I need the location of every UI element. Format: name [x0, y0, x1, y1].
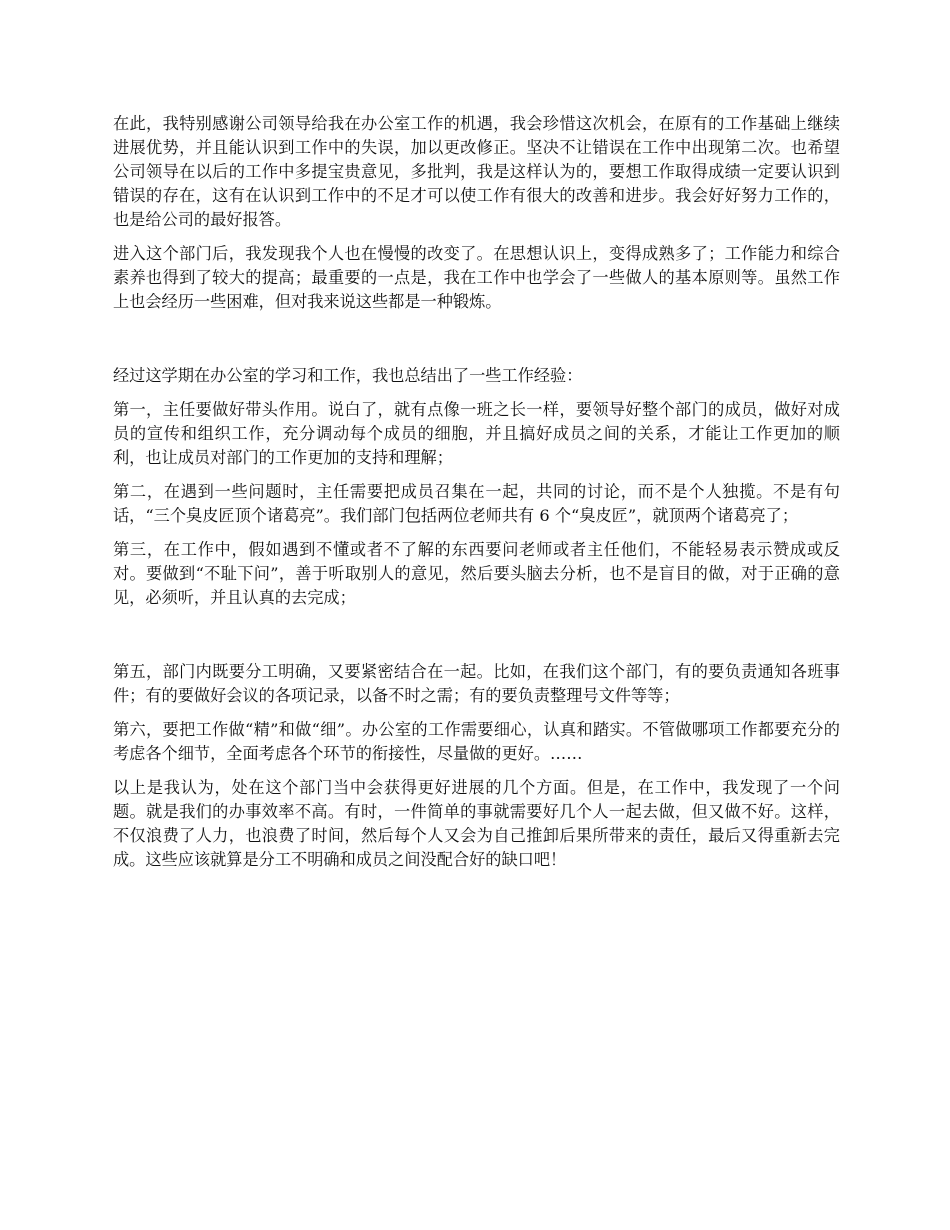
paragraph-spacer — [113, 470, 840, 480]
paragraph-gratitude: 在此，我特别感谢公司领导给我在办公室工作的机遇，我会珍惜这次机会，在原有的工作基础上继续进展优势，并且能认识到工作中的失误，加以更改修正。坚决不让错误在工作中出现第二次。也希望公司领导在以后的工作中多提宝贵意见，多批判，我是这样认为的，要想工作取得成绩一定要认识到错误的存在，这有在认识到工作中的不足才可以使工作有很大的改善和进步。我会好好努力工作的，也是给公司的最好报答。 — [113, 114, 840, 229]
paragraph-point-six: 第六，要把工作做“精”和做“细”。办公室的工作需要细心，认真和踏实。不管做哪项工作都要充分的考虑各个细节，全面考虑各个环节的衔接性，尽量做的更好。…… — [113, 720, 840, 763]
paragraph-point-three: 第三，在工作中，假如遇到不懂或者不了解的东西要问老师或者主任他们，不能轻易表示赞成或反对。要做到“不耻下问”，善于听取别人的意见，然后要头脑去分析，也不是盲目的做，对于正确的意见，必须听，并且认真的去完成； — [113, 540, 840, 607]
document-body — [113, 112, 840, 872]
paragraph-point-two: 第二，在遇到一些问题时，主任需要把成员召集在一起，共同的讨论，而不是个人独揽。不是有句话，“三个臭皮匠顶个诸葛亮”。我们部门包括两位老师共有 6 个“臭皮匠”，就顶两个诸葛亮了； — [113, 482, 840, 525]
paragraph-spacer — [113, 528, 840, 538]
section-spacer — [113, 314, 840, 364]
paragraph-spacer — [113, 708, 840, 718]
paragraph-conclusion: 以上是我认为，处在这个部门当中会获得更好进展的几个方面。但是，在工作中，我发现了一个问题。就是我们的办事效率不高。有时，一件简单的事就需要好几个人一起去做，但又做不好。这样，不仅浪费了人力，也浪费了时间，然后每个人又会为自己推卸后果所带来的责任，最后又得重新去完成。这些应该就算是分工不明确和成员之间没配合好的缺口吧！ — [113, 778, 840, 869]
paragraph-summary-intro: 经过这学期在办公室的学习和工作，我也总结出了一些工作经验： — [113, 366, 583, 385]
paragraph-spacer — [113, 388, 840, 398]
paragraph-point-five: 第五，部门内既要分工明确，又要紧密结合在一起。比如，在我们这个部门，有的要负责通知各班事件；有的要做好会议的各项记录，以备不时之需；有的要负责整理号文件等等； — [113, 662, 840, 705]
paragraph-point-one: 第一，主任要做好带头作用。说白了，就有点像一班之长一样，要领导好整个部门的成员，做好对成员的宣传和组织工作，充分调动每个成员的细胞，并且搞好成员之间的关系，才能让工作更加的顺利，也让成员对部门的工作更加的支持和理解； — [113, 400, 840, 467]
paragraph-spacer — [113, 232, 840, 242]
paragraph-spacer — [113, 766, 840, 776]
section-spacer — [113, 610, 840, 660]
paragraph-personal-growth: 进入这个部门后，我发现我个人也在慢慢的改变了。在思想认识上，变得成熟多了；工作能力和综合素养也得到了较大的提高；最重要的一点是，我在工作中也学会了一些做人的基本原则等。虽然工作上也会经历一些困难，但对我来说这些都是一种锻炼。 — [113, 244, 840, 311]
